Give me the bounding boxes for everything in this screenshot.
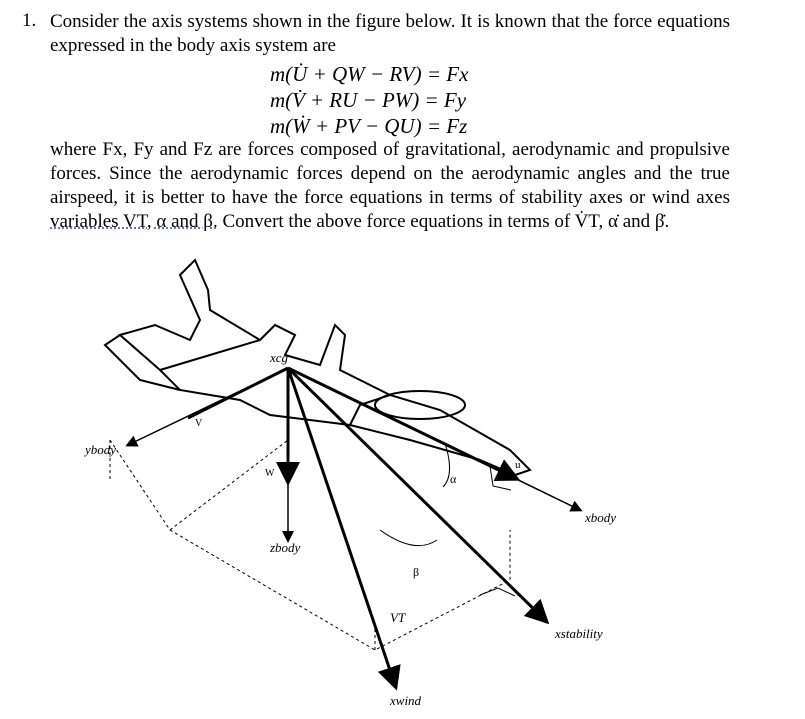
problem-body-end: Convert the above force equations in terms of V̇T, α̇ and β̇. <box>217 211 670 232</box>
label-xbody: xbody <box>585 510 617 525</box>
aircraft-outline <box>105 260 530 475</box>
label-beta: β <box>413 565 420 579</box>
label-alpha: α <box>450 472 457 486</box>
label-v: V <box>195 418 203 429</box>
label-vt: VT <box>390 610 406 625</box>
right-angle-2 <box>480 588 515 596</box>
axis-figure <box>60 240 760 714</box>
label-xstability: xstability <box>555 626 603 641</box>
variables-link[interactable]: variables VT, α and β. <box>50 211 218 232</box>
label-ybody: ybody <box>85 442 117 457</box>
equation-z: m(Ẇ + PV − QU) = Fz <box>270 114 468 138</box>
equation-y: m(V̇ + RU − PW) = Fy <box>270 88 467 112</box>
problem-body-text: where Fx, Fy and Fz are forces composed of gravitational, aerodynamic and propulsive forces. Since the aerodynamic forces depend on the aerodynamic angles and the true airspeed, it is better to have the force equations in terms of stability axes or wind axes <box>50 139 730 208</box>
u-vector <box>288 368 515 478</box>
label-xcg: xcg <box>270 350 289 365</box>
xwind-axis <box>288 368 395 685</box>
label-xwind: xwind <box>390 693 422 708</box>
label-u: u <box>515 459 521 471</box>
problem-number: 1. <box>22 10 37 31</box>
problem-body <box>50 138 730 234</box>
beta-arc <box>380 530 437 546</box>
equation-x: m(U̇ + QW − RV) = Fx <box>270 62 469 86</box>
figure-labels <box>83 350 616 708</box>
xstability-axis <box>288 368 545 620</box>
label-w: W <box>265 468 275 479</box>
problem-intro: Consider the axis systems shown in the figure below. It is known that the force equations expressed in the body axis system are <box>50 11 730 56</box>
label-zbody: zbody <box>270 540 301 555</box>
axis-diagram <box>60 240 760 714</box>
